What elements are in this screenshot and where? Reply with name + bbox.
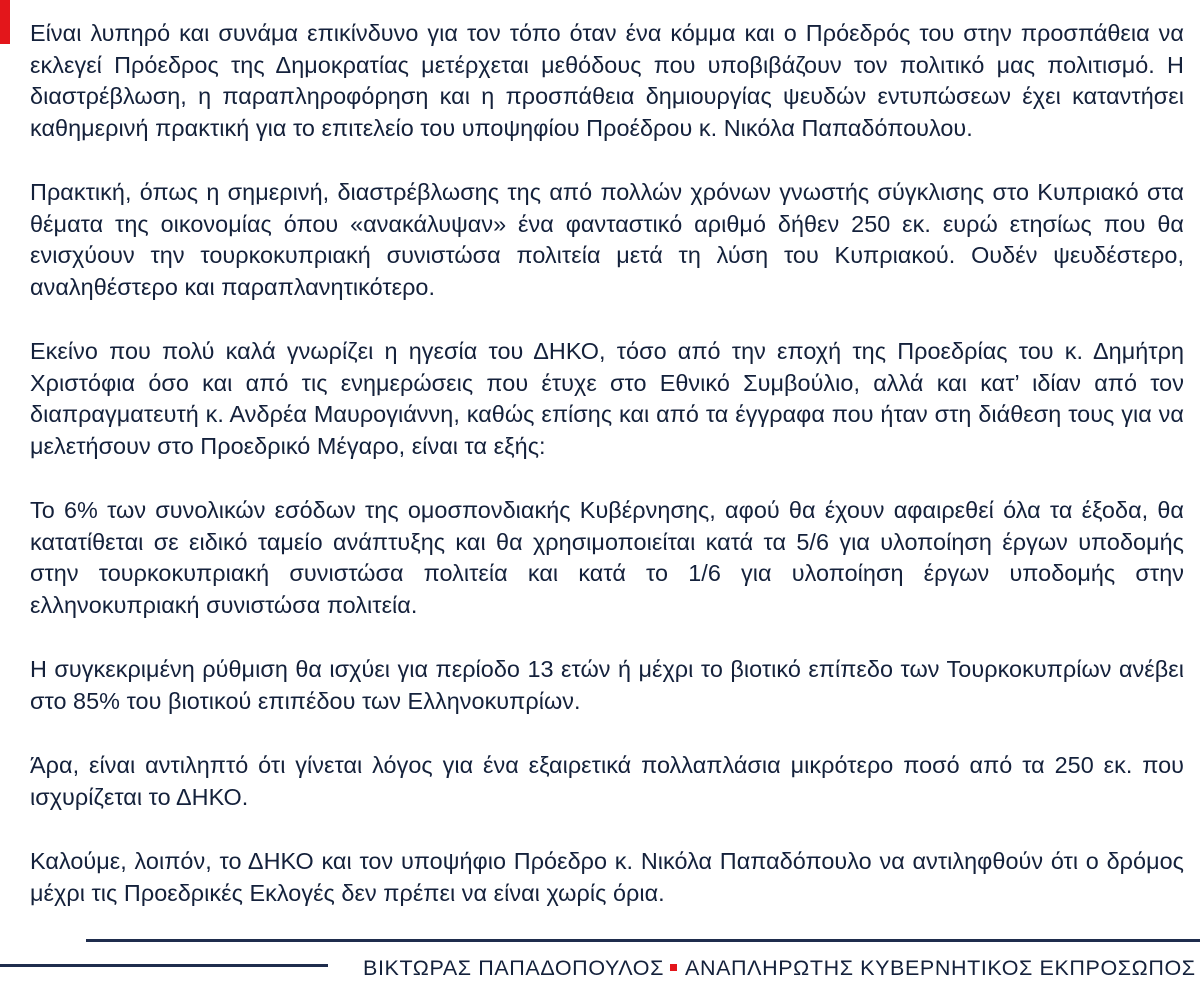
footer-rule-top [86, 939, 1200, 942]
statement-body [30, 18, 1184, 942]
signatory-name: ΒΙΚΤΩΡΑΣ ΠΑΠΑΔΟΠΟΥΛΟΣ [363, 956, 665, 980]
signatory-title: ΑΝΑΠΛΗΡΩΤΗΣ ΚΥΒΕΡΝΗΤΙΚΟΣ ΕΚΠΡΟΣΩΠΟΣ [685, 956, 1196, 980]
separator-square-icon [670, 964, 677, 971]
footer-rule-left [0, 964, 328, 967]
paragraph-6: Άρα, είναι αντιληπτό ότι γίνεται λόγος για ένα εξαιρετικά πολλαπλάσια μικρότερο ποσό από τα 250 εκ. που ισχυρίζεται το ΔΗΚΟ. [30, 752, 1184, 810]
paragraph-7: Καλούμε, λοιπόν, το ΔΗΚΟ και τον υποψήφιο Πρόεδρο κ. Νικόλα Παπαδόπουλο να αντιληφθούν ότι ο δρόμος μέχρι τις Προεδρικές Εκλογές δεν πρέπει να είναι χωρίς όρια. [30, 848, 1184, 906]
paragraph-1: Είναι λυπηρό και συνάμα επικίνδυνο για τον τόπο όταν ένα κόμμα και ο Πρόεδρός του στην προσπάθεια να εκλεγεί Πρόεδρος της Δημοκρατίας μετέρχεται μεθόδους που υποβιβάζουν τον πολιτικό μας πολιτισμό. Η διαστρέβλωση, η παραπληροφόρηση και η προσπάθεια δημιουργίας ψευδών εντυπώσεων έχει καταντήσει καθημερινή πρακτική για το επιτελείο του υποψηφίου Προέδρου κ. Νικόλα Παπαδόπουλου. [30, 20, 1184, 141]
paragraph-5: Η συγκεκριμένη ρύθμιση θα ισχύει για περίοδο 13 ετών ή μέχρι το βιοτικό επίπεδο των Τουρκοκυπρίων ανέβει στο 85% του βιοτικού επιπέδου των Ελληνοκυπρίων. [30, 656, 1184, 714]
signature-block [363, 954, 1196, 982]
red-accent-bar [0, 0, 10, 44]
paragraph-4: Το 6% των συνολικών εσόδων της ομοσπονδιακής Κυβέρνησης, αφού θα έχουν αφαιρεθεί όλα τα έξοδα, θα κατατίθεται σε ειδικό ταμείο ανάπτυξης και θα χρησιμοποιείται κατά τα 5/6 για υλοποίηση έργων υποδομής στην τουρκοκυπριακή συνιστώσα πολιτεία και κατά το 1/6 για υλοποίηση έργων υποδομής στην ελληνοκυπριακή συνιστώσα πολιτεία. [30, 497, 1184, 618]
paragraph-3: Εκείνο που πολύ καλά γνωρίζει η ηγεσία του ΔΗΚΟ, τόσο από την εποχή της Προεδρίας του κ. Δημήτρη Χριστόφια όσο και από τις ενημερώσεις που έτυχε στο Εθνικό Συμβούλιο, αλλά και κατ’ ιδίαν από τον διαπραγματευτή κ. Ανδρέα Μαυρογιάννη, καθώς επίσης και από τα έγγραφα που ήταν στη διάθεση τους για να μελετήσουν στο Προεδρικό Μέγαρο, είναι τα εξής: [30, 338, 1184, 459]
paragraph-2: Πρακτική, όπως η σημερινή, διαστρέβλωσης της από πολλών χρόνων γνωστής σύγκλισης στο Κυπριακό στα θέματα της οικονομίας όπου «ανακάλυψαν» ένα φανταστικό αριθμό δήθεν 250 εκ. ευρώ ετησίως που θα ενισχύουν την τουρκοκυπριακή συνιστώσα πολιτεία μετά τη λύση του Κυπριακού. Ουδέν ψευδέστερο, αναληθέστερο και παραπλανητικότερο. [30, 179, 1184, 300]
